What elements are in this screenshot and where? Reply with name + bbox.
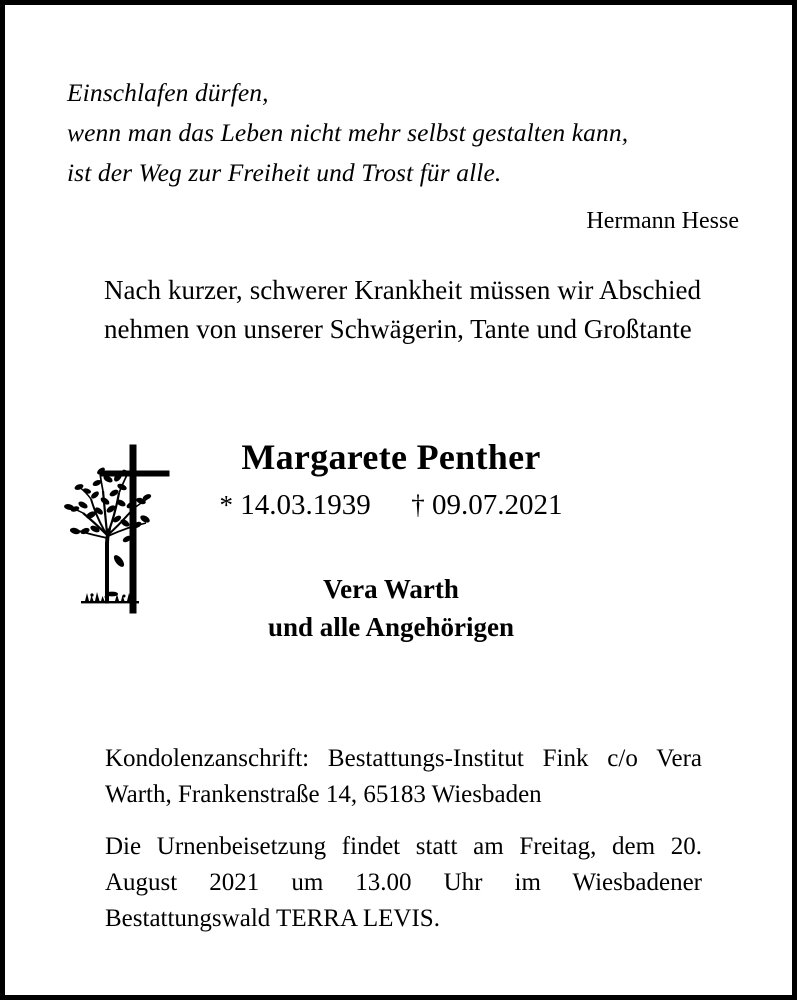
names-column bbox=[181, 435, 601, 646]
condolence-paragraph: Kondolenzanschrift: Bestattungs-Institut Fink c/o Vera Warth, Frankenstraße 14, 65183 Wiesbaden bbox=[105, 745, 702, 808]
deceased-name: Margarete Penther bbox=[241, 437, 541, 477]
survivors-block bbox=[181, 570, 601, 646]
tree-with-cross-stake-icon bbox=[61, 443, 171, 623]
quote-line-2: wenn man das Leben nicht mehr selbst gestalten kann, bbox=[67, 118, 629, 147]
quote-line-3: ist der Weg zur Freiheit und Trost für alle. bbox=[67, 158, 502, 187]
survivor-relatives: und alle Angehörigen bbox=[267, 612, 515, 642]
funeral-paragraph: Die Urnenbeisetzung findet statt am Freitag, dem 20. August 2021 um 13.00 Uhr im Wiesbadener Bestattungswald TERRA LEVIS. bbox=[105, 833, 702, 932]
card-inner-surface bbox=[5, 5, 792, 995]
survivor-primary: Vera Warth bbox=[323, 574, 459, 604]
life-dates bbox=[181, 486, 601, 524]
quote-attribution: Hermann Hesse bbox=[586, 208, 739, 234]
death-date: 09.07.2021 bbox=[432, 489, 563, 521]
birth-symbol: * bbox=[219, 490, 233, 520]
quote-block bbox=[67, 73, 739, 238]
birth-date: 14.03.1939 bbox=[240, 489, 371, 521]
memorial-block bbox=[5, 435, 792, 675]
quote-line-1: Einschlafen dürfen, bbox=[67, 78, 269, 107]
intro-paragraph: Nach kurzer, schwerer Krankheit müssen wir Abschied nehmen von unserer Schwägerin, Tante und Großtante bbox=[104, 275, 701, 344]
death-symbol: † bbox=[411, 490, 425, 520]
